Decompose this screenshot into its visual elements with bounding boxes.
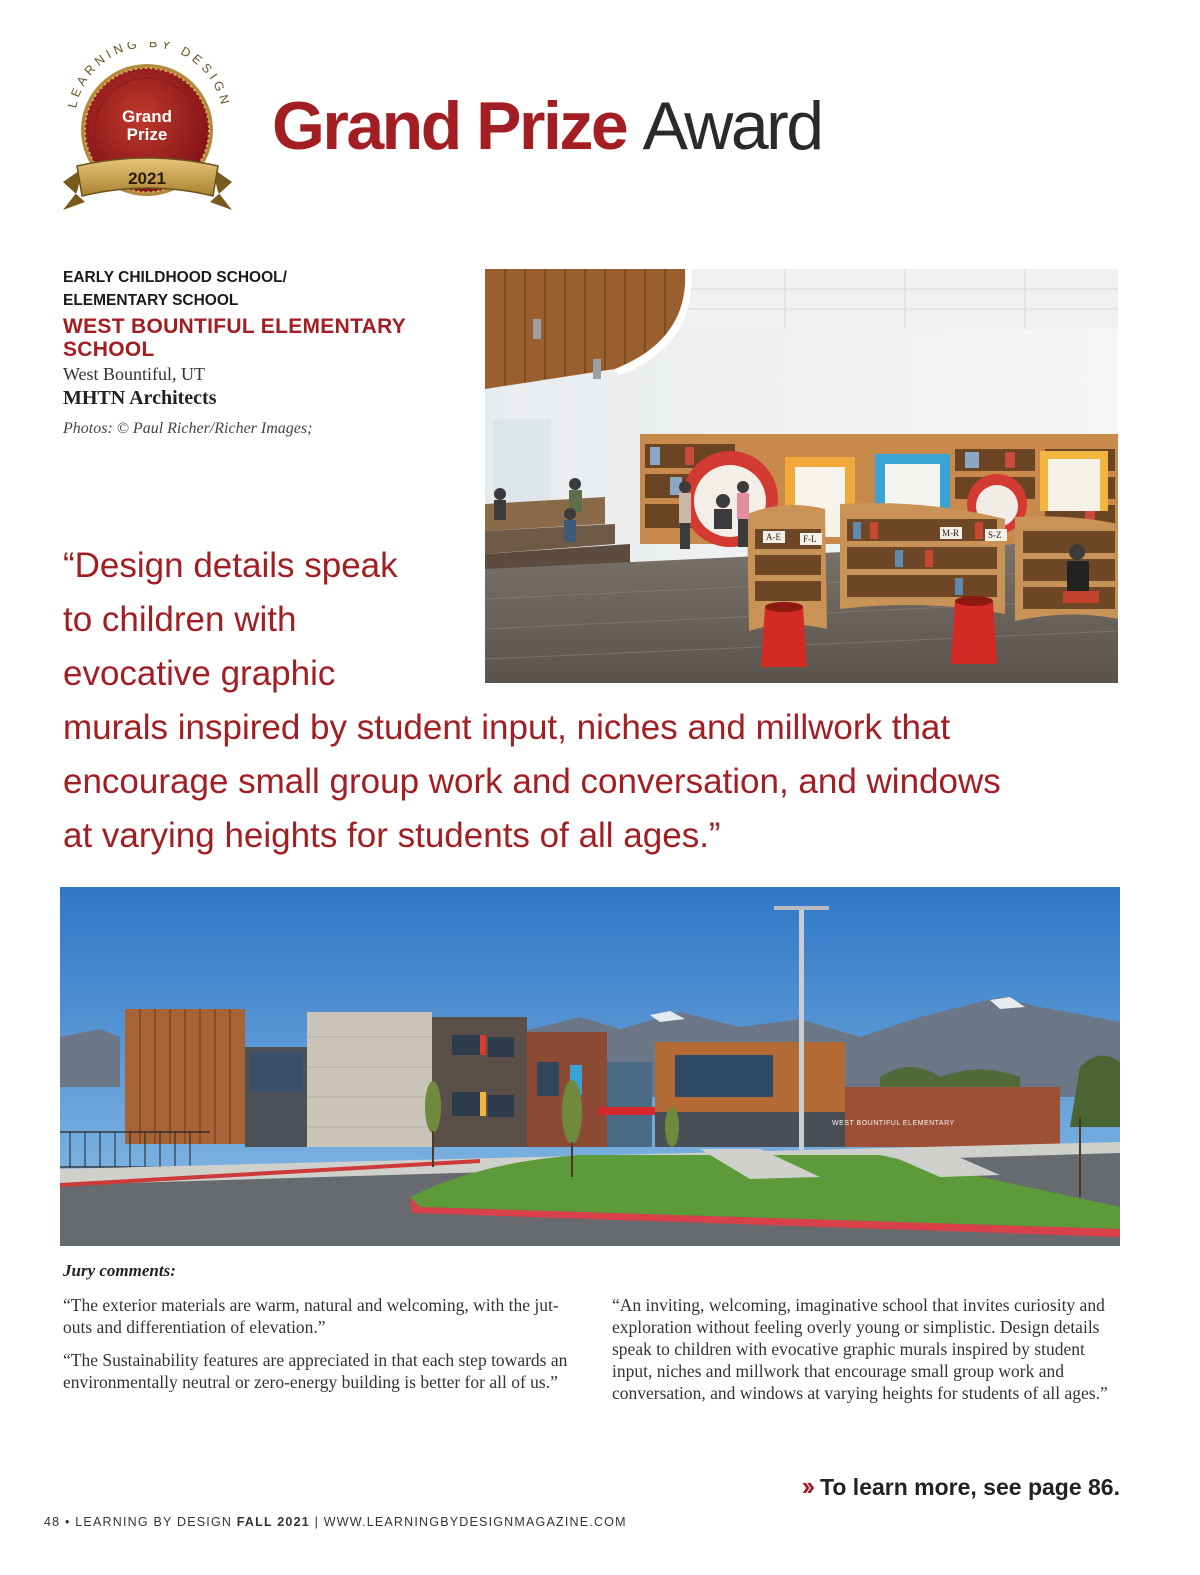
jury-comment: “An inviting, welcoming, imaginative school that invites curiosity and exploration without feeling overly young or simplistic. Design details speak to children with evocative graphic murals inspired by student input, niches and millwork that encourage small group work and conversation, and windows at varying heights for students of all ages.” (612, 1295, 1108, 1403)
project-category (63, 266, 483, 312)
page-title (272, 88, 822, 164)
school-name (63, 315, 483, 361)
pull-quote-line-4: murals inspired by student input, niches and millwork that (63, 708, 951, 747)
grand-prize-seal (55, 42, 240, 217)
chevron-right-icon: ›› (801, 1471, 812, 1501)
page-number: 48 (44, 1515, 61, 1529)
interior-library-photo (485, 269, 1118, 683)
shelf-label-4: S-Z (988, 530, 1002, 540)
seal-line1: Grand (121, 107, 173, 126)
pull-quote-line-1: “Design details speak (63, 546, 398, 585)
seal-arc-text: LEARNING BY DESIGN (65, 42, 233, 110)
jury-comment: “The Sustainability features are appreciated in that each step towards an environmentally neutral or zero-energy building is better for all of us.” (63, 1350, 568, 1392)
jury-comment: “The exterior materials are warm, natural and welcoming, with the jut-outs and differentiation of elevation.” (63, 1295, 559, 1337)
project-info (63, 266, 483, 438)
school-name-line1: WEST BOUNTIFUL ELEMENTARY (63, 315, 407, 338)
footer-separator: | (314, 1515, 320, 1529)
pull-quote-line-6: at varying heights for students of all ages.” (63, 816, 721, 855)
school-location: West Bountiful, UT (63, 364, 206, 384)
jury-comments-heading: Jury comments: (63, 1261, 176, 1280)
jury-comments-left-column (63, 1294, 573, 1393)
magazine-name: LEARNING BY DESIGN (75, 1515, 233, 1529)
school-name-line2: SCHOOL (63, 338, 155, 361)
pull-quote-line-3: evocative graphic (63, 654, 336, 693)
shelf-label-1: A-E (766, 532, 781, 542)
exterior-building-photo (60, 887, 1120, 1246)
category-line1: EARLY CHILDHOOD SCHOOL/ (63, 269, 287, 286)
learn-more-link[interactable] (802, 1471, 1120, 1502)
architect-name: MHTN Architects (63, 387, 217, 409)
category-line2: ELEMENTARY SCHOOL (63, 292, 239, 309)
title-award: Award (642, 88, 822, 164)
seal-line2: Prize (126, 125, 168, 144)
magazine-url[interactable]: WWW.LEARNINGBYDESIGNMAGAZINE.COM (323, 1515, 627, 1529)
title-grand-prize: Grand Prize (272, 88, 627, 164)
footer-bullet: • (65, 1515, 71, 1529)
issue-label: FALL 2021 (236, 1515, 310, 1529)
building-sign: WEST BOUNTIFUL ELEMENTARY (832, 1120, 955, 1127)
award-seal-graphic (55, 42, 240, 217)
shelf-label-3: M-R (942, 528, 960, 538)
pull-quote-line-2: to children with (63, 600, 297, 639)
learn-more-text: To learn more, see page 86. (820, 1474, 1120, 1500)
page-footer (44, 1515, 627, 1529)
shelf-label-2: F-L (803, 534, 817, 544)
jury-comments-right-column (612, 1294, 1122, 1404)
seal-year: 2021 (128, 169, 166, 188)
photo-credit: Photos: © Paul Richer/Richer Images; (63, 420, 313, 437)
pull-quote-line-5: encourage small group work and conversation, and windows (63, 762, 1001, 801)
